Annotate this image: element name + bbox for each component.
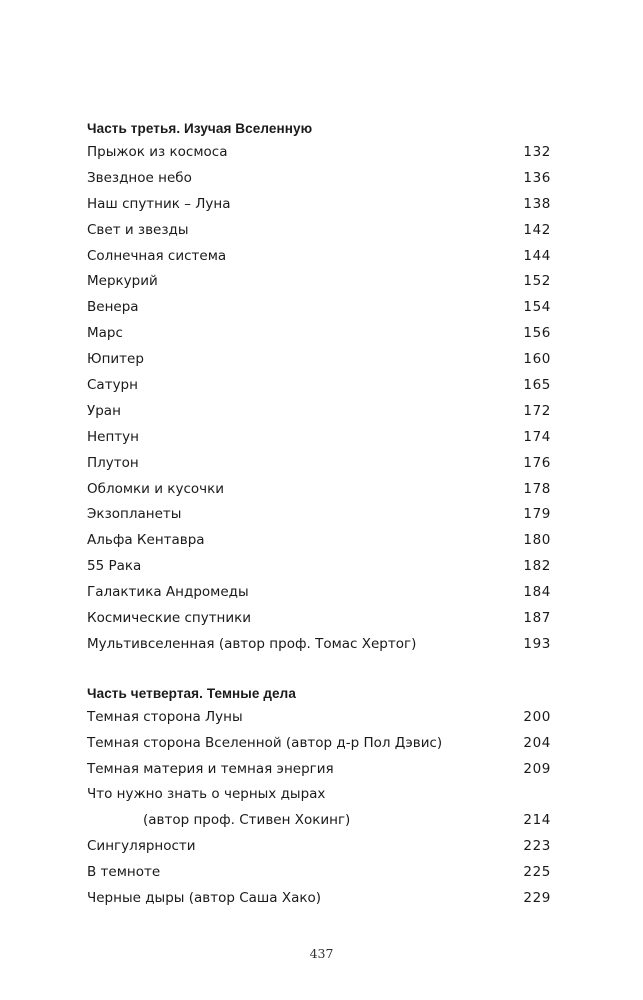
entry-page: 180 (523, 532, 551, 549)
toc-entry[interactable] (87, 269, 551, 295)
toc-entry[interactable] (87, 192, 551, 218)
entry-title: (автор проф. Стивен Хокинг) (143, 812, 351, 829)
toc-entry[interactable] (87, 502, 551, 528)
toc-entry[interactable] (87, 757, 551, 783)
entry-page: 229 (523, 890, 551, 907)
toc-entry[interactable] (87, 632, 551, 658)
entry-title: 55 Рака (87, 558, 142, 575)
entry-title: Сингулярности (87, 838, 196, 855)
toc-entry[interactable] (87, 477, 551, 503)
entry-title: Мультивселенная (автор проф. Томас Хертог) (87, 635, 417, 652)
entry-page: 204 (523, 734, 551, 751)
toc-entry[interactable] (87, 451, 551, 477)
toc-entry[interactable] (87, 580, 551, 606)
page-number: 437 (309, 946, 334, 961)
entry-title: Марс (87, 325, 123, 342)
entry-page: 182 (523, 558, 551, 575)
entry-title: Темная сторона Луны (87, 708, 243, 725)
entry-title: Черные дыры (автор Саша Хако) (87, 890, 322, 907)
entry-page: 225 (523, 864, 551, 881)
entry-page: 178 (523, 480, 551, 497)
toc-entry[interactable] (87, 321, 551, 347)
toc-entry[interactable] (87, 295, 551, 321)
entry-page: 209 (523, 760, 551, 777)
entry-title: Солнечная система (87, 247, 227, 264)
section-title: Часть третья. Изучая Вселенную (87, 121, 313, 136)
toc-entry[interactable] (87, 705, 551, 731)
toc-entry[interactable] (87, 528, 551, 554)
entry-page: 160 (523, 351, 551, 368)
section-gap (87, 658, 551, 683)
toc-entry[interactable] (87, 399, 551, 425)
entry-title: Сатурн (87, 377, 138, 394)
entry-title: Венера (87, 299, 139, 316)
entry-title: Темная материя и темная энергия (87, 760, 334, 777)
entry-title: Обломки и кусочки (87, 480, 225, 497)
toc-entry[interactable] (87, 425, 551, 451)
entry-page: 142 (523, 221, 551, 238)
entry-title: Свет и звезды (87, 221, 189, 238)
entry-page: 214 (523, 812, 551, 829)
entry-page: 179 (523, 506, 551, 523)
entry-title: В темноте (87, 864, 161, 881)
entry-page: 187 (523, 610, 551, 627)
entry-title: Плутон (87, 454, 139, 471)
entry-page: 132 (523, 144, 551, 160)
toc-entry[interactable] (87, 554, 551, 580)
entry-page: 152 (523, 273, 551, 290)
entry-page: 200 (523, 708, 551, 725)
toc-entry[interactable] (87, 860, 551, 886)
entry-title: Что нужно знать о черных дырах (87, 786, 326, 803)
entry-title: Нептун (87, 428, 139, 445)
entry-page: 156 (523, 325, 551, 342)
toc-entry[interactable] (87, 834, 551, 860)
entry-title: Темная сторона Вселенной (автор д-р Пол Дэвис) (87, 734, 443, 751)
entry-page: 176 (523, 454, 551, 471)
entry-page: 165 (523, 377, 551, 394)
section-title: Часть четвертая. Темные дела (87, 685, 296, 701)
toc-entry[interactable] (87, 166, 551, 192)
entry-title: Космические спутники (87, 610, 252, 627)
entry-page: 184 (523, 584, 551, 601)
entry-page: 154 (523, 299, 551, 316)
table-of-contents (87, 118, 551, 912)
toc-entry[interactable] (87, 347, 551, 373)
toc-entry[interactable] (87, 886, 551, 912)
entry-title: Юпитер (87, 351, 144, 368)
toc-entry[interactable] (87, 218, 551, 244)
entry-page: 174 (523, 428, 551, 445)
entry-title: Галактика Андромеды (87, 584, 249, 601)
entry-title: Меркурий (87, 273, 158, 290)
entry-page: 223 (523, 838, 551, 855)
entry-title: Уран (87, 402, 121, 419)
toc-entry[interactable] (87, 782, 551, 808)
toc-entry[interactable] (87, 373, 551, 399)
entry-title: Звездное небо (87, 169, 192, 186)
entry-title: Наш спутник – Луна (87, 195, 231, 212)
entry-page: 172 (523, 402, 551, 419)
entry-page: 144 (523, 247, 551, 264)
toc-entry[interactable] (87, 731, 551, 757)
toc-entry[interactable] (87, 606, 551, 632)
entry-title: Экзопланеты (87, 506, 182, 523)
toc-entry[interactable] (87, 808, 551, 834)
entry-title: Альфа Кентавра (87, 532, 205, 549)
entry-page: 136 (523, 169, 551, 186)
toc-entry[interactable] (87, 244, 551, 270)
toc-entry[interactable] (87, 140, 551, 166)
entry-page: 193 (523, 635, 551, 652)
entry-page: 138 (523, 195, 551, 212)
entry-title: Прыжок из космоса (87, 144, 228, 160)
